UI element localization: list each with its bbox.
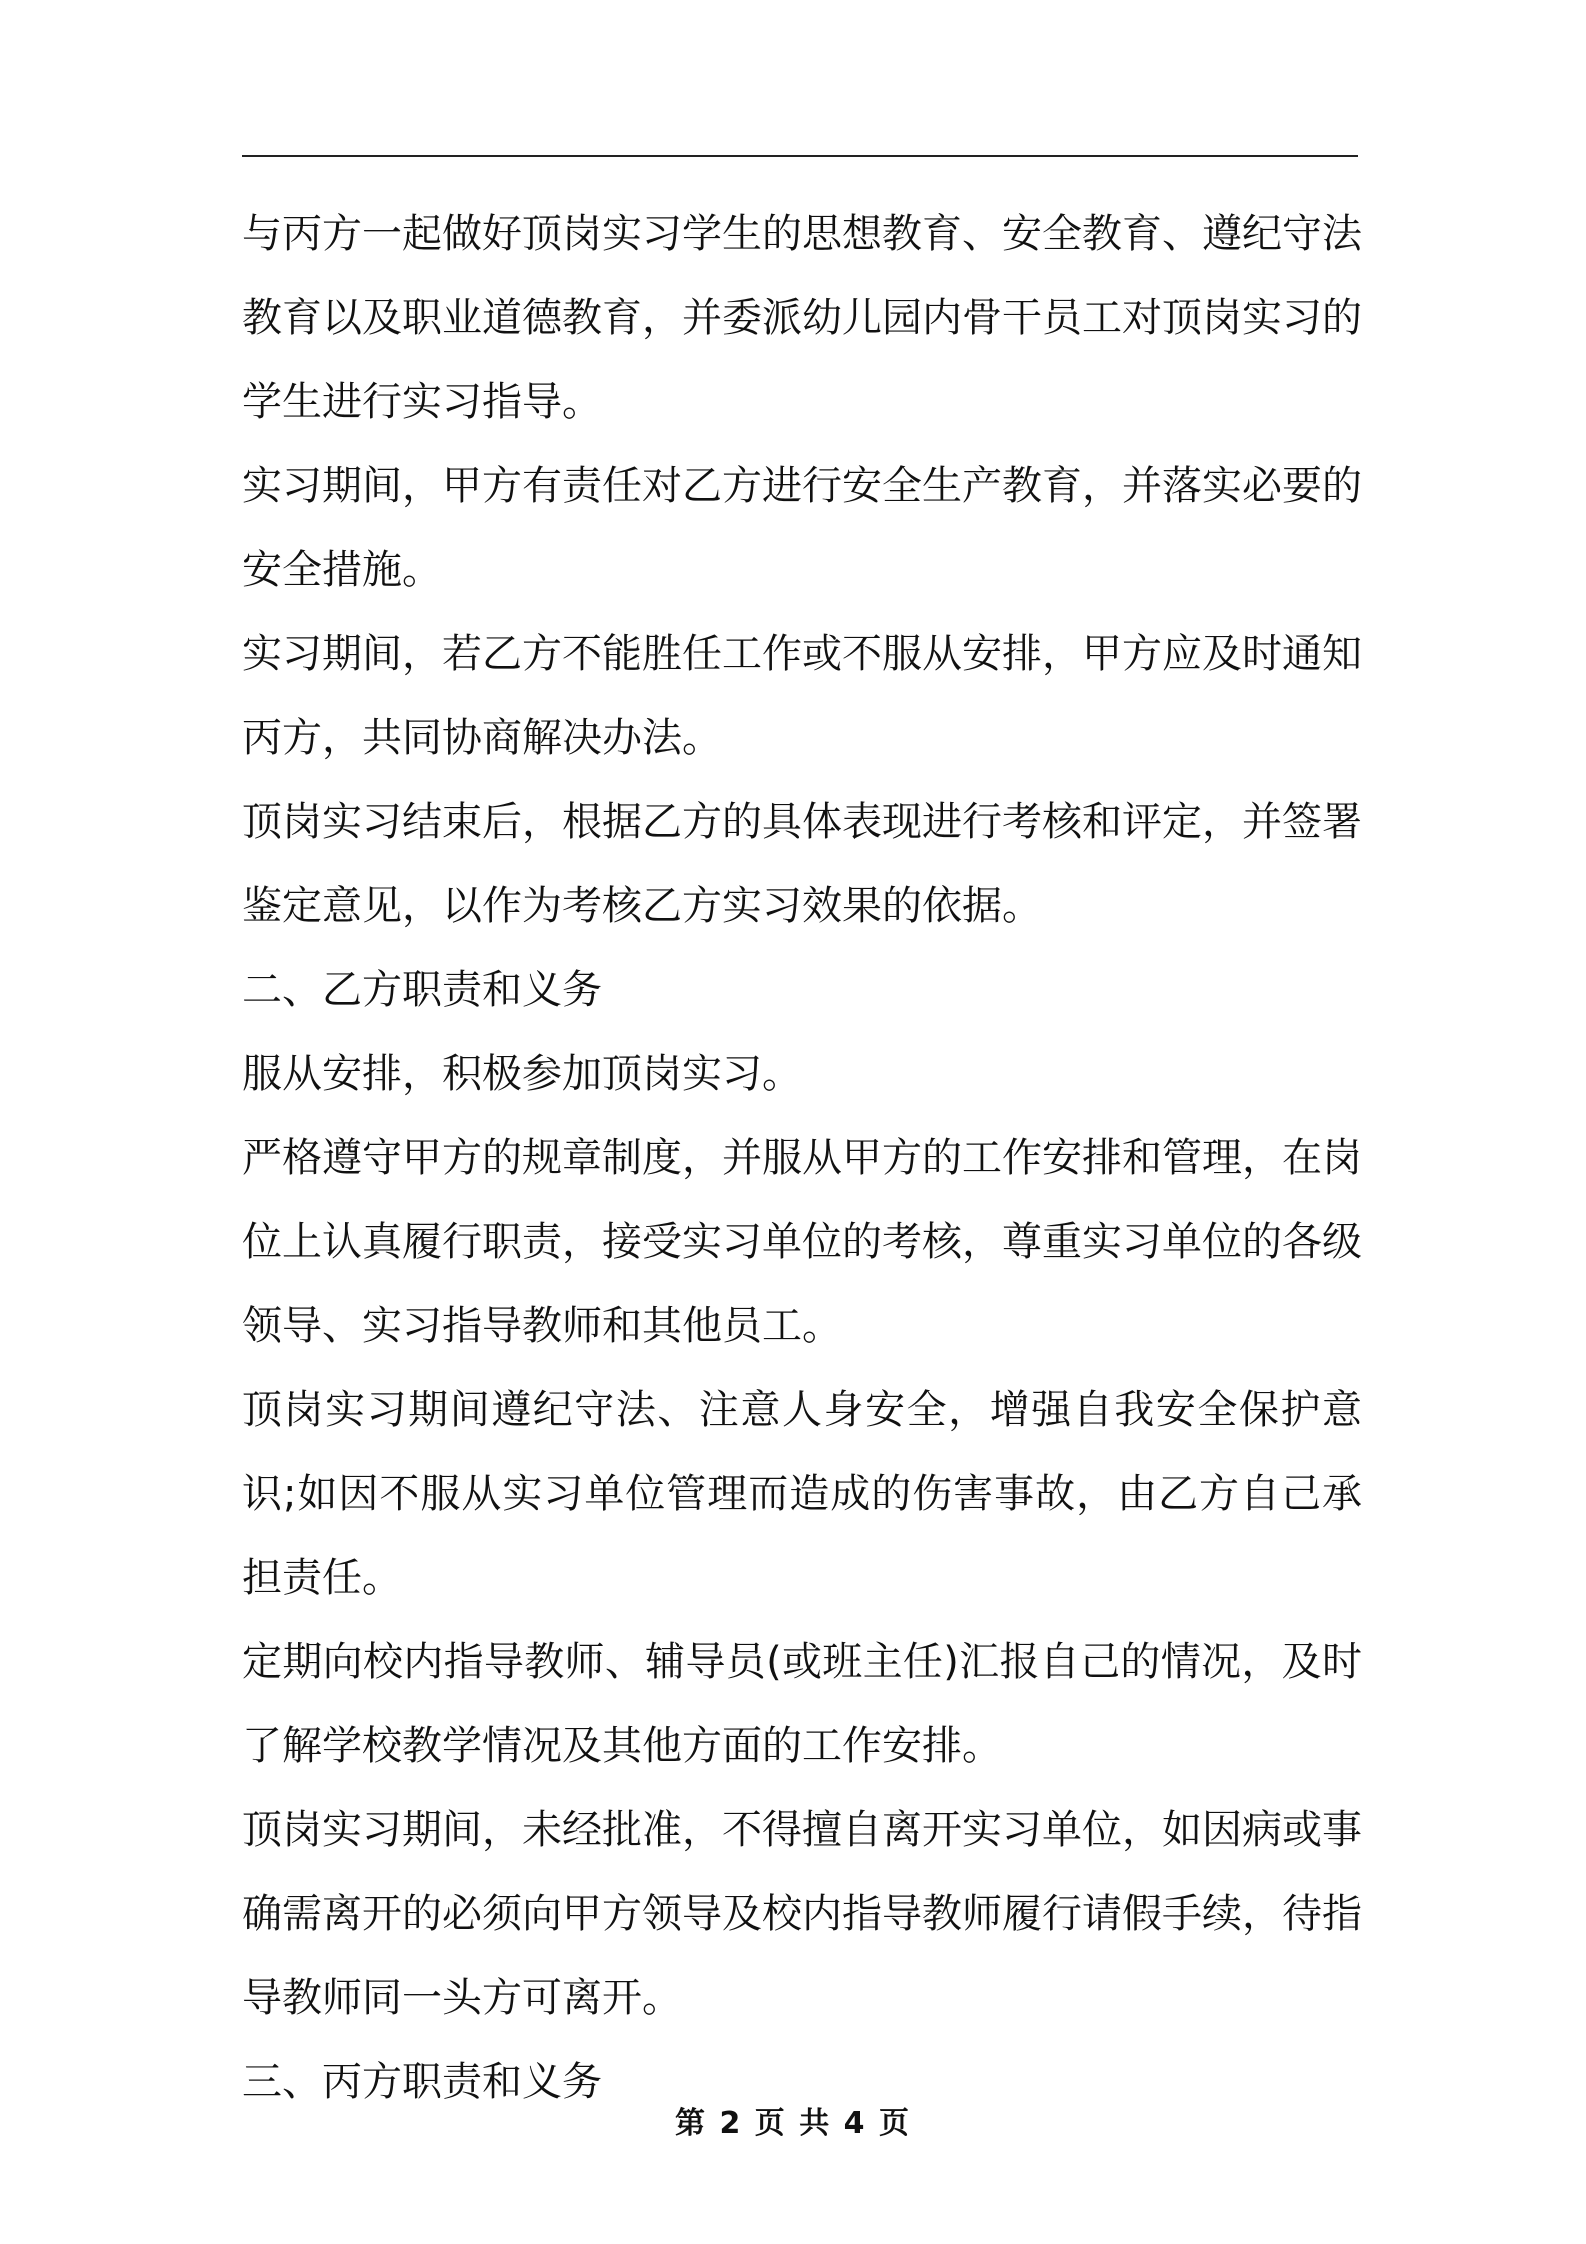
page-number-footer: 第 2 页 共 4 页 — [675, 2106, 911, 2141]
paragraph-assessment: 顶岗实习结束后，根据乙方的具体表现进行考核和评定，并签署鉴定意见，以作为考核乙方实习效果的依据。 — [242, 799, 1362, 929]
paragraph-leave-procedure: 顶岗实习期间，未经批准，不得擅自离开实习单位，如因病或事确需离开的必须向甲方领导及校内指导教师履行请假手续，待指导教师同一头方可离开。 — [242, 1807, 1362, 2021]
header-rule — [242, 155, 1358, 157]
section-heading-yifang: 二、乙方职责和义务 — [242, 967, 602, 1013]
paragraph-report-to-teacher: 定期向校内指导教师、辅导员(或班主任)汇报自己的情况，及时了解学校教学情况及其他方面的工作安排。 — [242, 1639, 1362, 1769]
paragraph-safety-education: 实习期间，甲方有责任对乙方进行安全生产教育，并落实必要的安全措施。 — [242, 463, 1362, 593]
paragraph-notify-bingfang: 实习期间，若乙方不能胜任工作或不服从安排，甲方应及时通知丙方，共同协商解决办法。 — [242, 631, 1362, 761]
paragraph-personal-safety: 顶岗实习期间遵纪守法、注意人身安全，增强自我安全保护意识;如因不服从实习单位管理而造成的伤害事故，由乙方自己承担责任。 — [242, 1387, 1362, 1601]
section-heading-bingfang: 三、丙方职责和义务 — [242, 2059, 602, 2105]
paragraph-obey-arrangement: 服从安排，积极参加顶岗实习。 — [242, 1051, 802, 1097]
paragraph-jiafang-education: 与丙方一起做好顶岗实习学生的思想教育、安全教育、遵纪守法教育以及职业道德教育，并委派幼儿园内骨干员工对顶岗实习的学生进行实习指导。 — [242, 211, 1362, 425]
document-body — [242, 192, 1362, 2124]
paragraph-rules-compliance: 严格遵守甲方的规章制度，并服从甲方的工作安排和管理，在岗位上认真履行职责，接受实习单位的考核，尊重实习单位的各级领导、实习指导教师和其他员工。 — [242, 1135, 1362, 1349]
